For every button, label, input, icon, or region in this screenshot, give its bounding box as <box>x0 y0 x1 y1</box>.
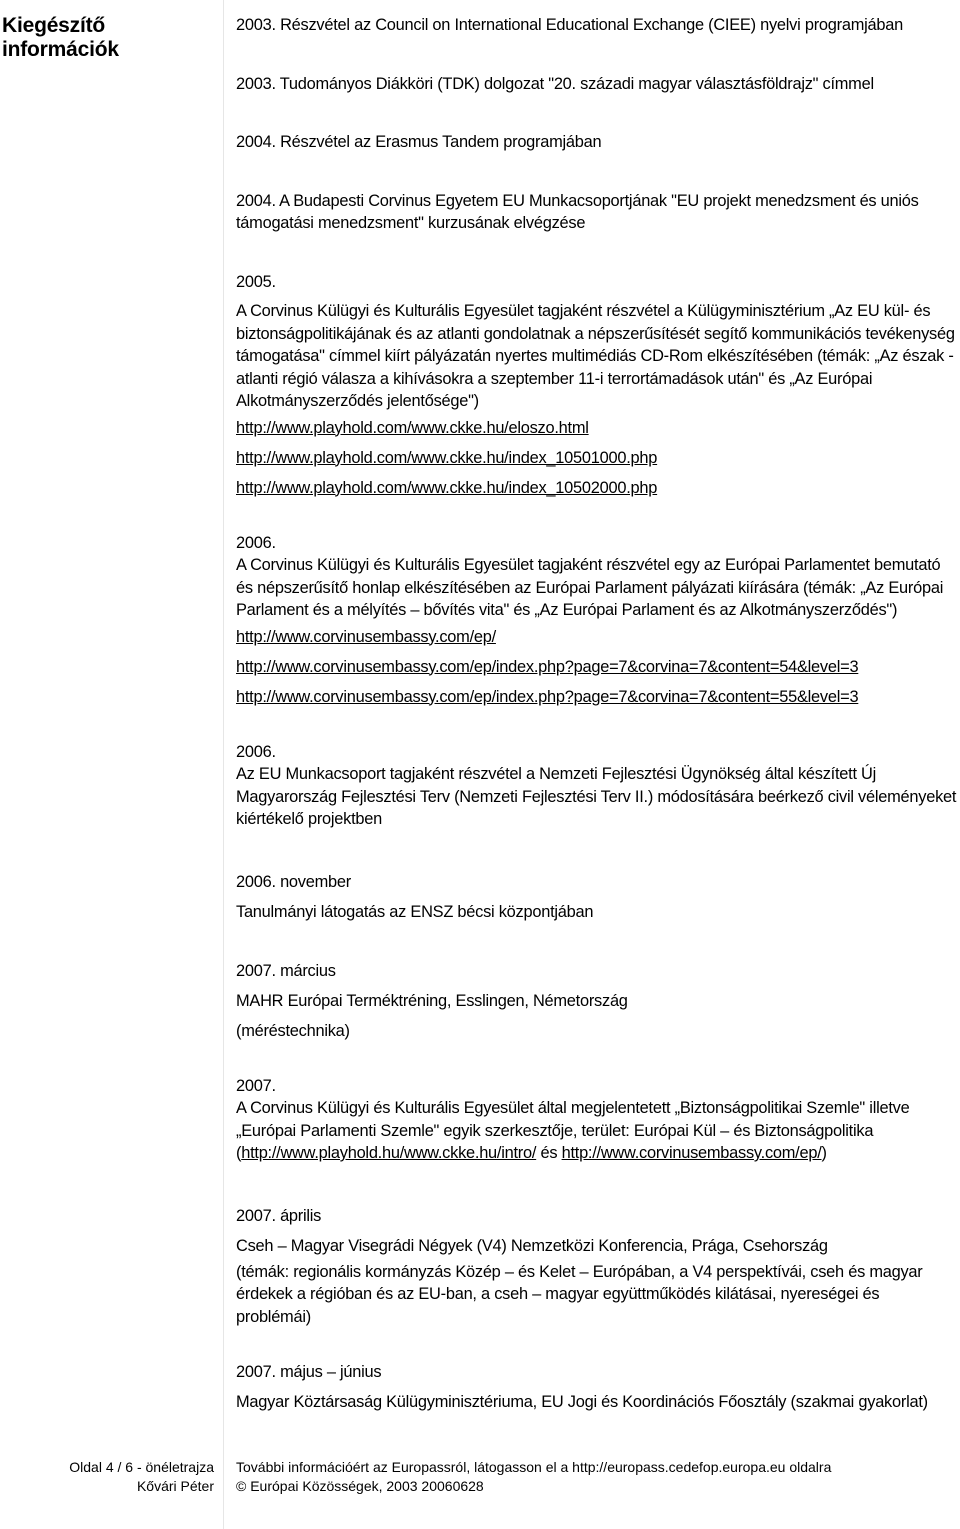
entry-ciee <box>236 14 958 37</box>
entry-note: (méréstechnika) <box>236 1021 350 1040</box>
entry-2007-may-june <box>236 1357 958 1417</box>
entry-year: 2007. május – június <box>236 1363 382 1381</box>
entry-erasmus <box>236 131 958 154</box>
entry-text: Magyar Köztársaság Külügyminisztériuma, EU Jogi és Koordinációs Főosztály (szakmai gyakorlat) <box>236 1393 928 1411</box>
entry-year: 2006. <box>236 533 276 552</box>
link-ckke-intro[interactable]: http://www.playhold.hu/www.ckke.hu/intro/ <box>241 1144 537 1162</box>
link-corvinusembassy-ep[interactable]: http://www.corvinusembassy.com/ep/ <box>236 627 496 646</box>
entry-text: Cseh – Magyar Visegrádi Négyek (V4) Nemzetközi Konferencia, Prága, Csehország <box>236 1236 828 1255</box>
entry-year: 2007. <box>236 1076 276 1095</box>
entry-2007-editor <box>236 1075 958 1165</box>
footer-copyright: © Európai Közösségek, 2003 20060628 <box>236 1478 484 1494</box>
entry-text: 2004. A Budapesti Corvinus Egyetem EU Munkacsoportjának "EU projekt menedzsment és uniós támogatási menedzsment" kurzusának elvégzése <box>236 191 919 232</box>
entry-2006-ep-website <box>236 532 958 712</box>
footer-page-number: Oldal 4 / 6 - önéletrajza <box>69 1459 214 1475</box>
column-divider <box>223 0 224 1529</box>
entry-year: 2006. <box>236 742 276 761</box>
entry-text <box>236 1097 958 1165</box>
entry-text: 2003. Tudományos Diákköri (TDK) dolgozat "20. századi magyar választásföldrajz" címmel <box>236 74 874 93</box>
entry-text: Tanulmányi látogatás az ENSZ bécsi központjában <box>236 902 594 921</box>
entry-bce-course <box>236 190 958 235</box>
footer-europass-info <box>236 1458 958 1496</box>
entry-2006-nft <box>236 741 958 831</box>
entry-2007-april <box>236 1201 958 1329</box>
entry-year: 2007. április <box>236 1206 322 1225</box>
entry-text-middle: és <box>536 1144 562 1162</box>
entry-tdk <box>236 73 958 96</box>
entry-year: 2005. <box>236 272 276 291</box>
entry-year: 2006. november <box>236 872 351 891</box>
entry-text-before: A Corvinus Külügyi és Kulturális Egyesület által megjelentetett „Biztonságpolitikai Szemle" illetve „Európai Parlamenti Szemle" egyik szerkesztője, terület: Európai Kül – és Biztonságpolitika ( <box>236 1099 910 1162</box>
link-ep-content-54[interactable]: http://www.corvinusembassy.com/ep/index.php?page=7&corvina=7&content=54&level=3 <box>236 657 859 676</box>
link-index-10502000[interactable]: http://www.playhold.com/www.ckke.hu/index_10502000.php <box>236 478 658 497</box>
entry-text: 2003. Részvétel az Council on International Educational Exchange (CIEE) nyelvi programjában <box>236 16 903 34</box>
link-index-10501000[interactable]: http://www.playhold.com/www.ckke.hu/index_10501000.php <box>236 448 658 467</box>
section-heading: Kiegészítő információk <box>2 14 119 61</box>
link-eloszo[interactable]: http://www.playhold.com/www.ckke.hu/eloszo.html <box>236 418 589 437</box>
content-column <box>236 14 958 1417</box>
footer-page-info <box>60 1458 214 1496</box>
footer-name: Kővári Péter <box>136 1478 214 1494</box>
footer-info-text: További információért az Europassról, látogasson el a http://europass.cedefop.europa.eu oldalra <box>236 1459 832 1475</box>
entry-note: (témák: regionális kormányzás Közép – és Kelet – Európában, a V4 perspektívái, cseh és magyar érdekek a régióban és az EU-ban, a cseh – magyar együttműködés kilátásai, nyereségei és problémái) <box>236 1262 923 1326</box>
entry-text: A Corvinus Külügyi és Kulturális Egyesület tagjaként részvétel a Külügyminisztérium „Az EU kül- és biztonságpolitikájának és az atlanti gondolatnak a népszerűsítését segítő kommunikációs tevékenység támogatása" címmel kiírt pályázatán nyertes multimédiás CD-Rom elkészítésében (témák: „Az észak - atlanti régió válasza a kihívásokra a szeptember 11-i terrortámadások után" és „Az Európai Alkotmányszerződés jelentősége") <box>236 302 955 410</box>
entry-text: MAHR Európai Terméktréning, Esslingen, Németország <box>236 991 628 1010</box>
entry-text: 2004. Részvétel az Erasmus Tandem programjában <box>236 133 602 151</box>
link-ep-content-55[interactable]: http://www.corvinusembassy.com/ep/index.php?page=7&corvina=7&content=55&level=3 <box>236 687 859 706</box>
entry-2006-november <box>236 867 958 927</box>
entry-text-after: ) <box>821 1144 827 1162</box>
entry-year: 2007. március <box>236 961 336 980</box>
entry-text: Az EU Munkacsoport tagjaként részvétel a Nemzeti Fejlesztési Ügynökség által készített Új Magyarország Fejlesztési Terv (Nemzeti Fejlesztési Terv II.) módosítására beérkező civil véleményeket kiértékelő projektben <box>236 765 957 828</box>
link-corvinusembassy-ep-inline[interactable]: http://www.corvinusembassy.com/ep/ <box>561 1144 822 1162</box>
entry-2007-march <box>236 956 958 1046</box>
entry-text: A Corvinus Külügyi és Kulturális Egyesület tagjaként részvétel egy az Európai Parlamentet bemutató és népszerűsítő honlap elkészítésében az Európai Parlament pályázati kiírására (témák: „Az Európai Parlament és a mélyítés – bővítés vita" és „Az Európai Parlament és az Alkotmányszerződés") <box>236 556 944 619</box>
entry-2005-cdrom <box>236 271 958 503</box>
